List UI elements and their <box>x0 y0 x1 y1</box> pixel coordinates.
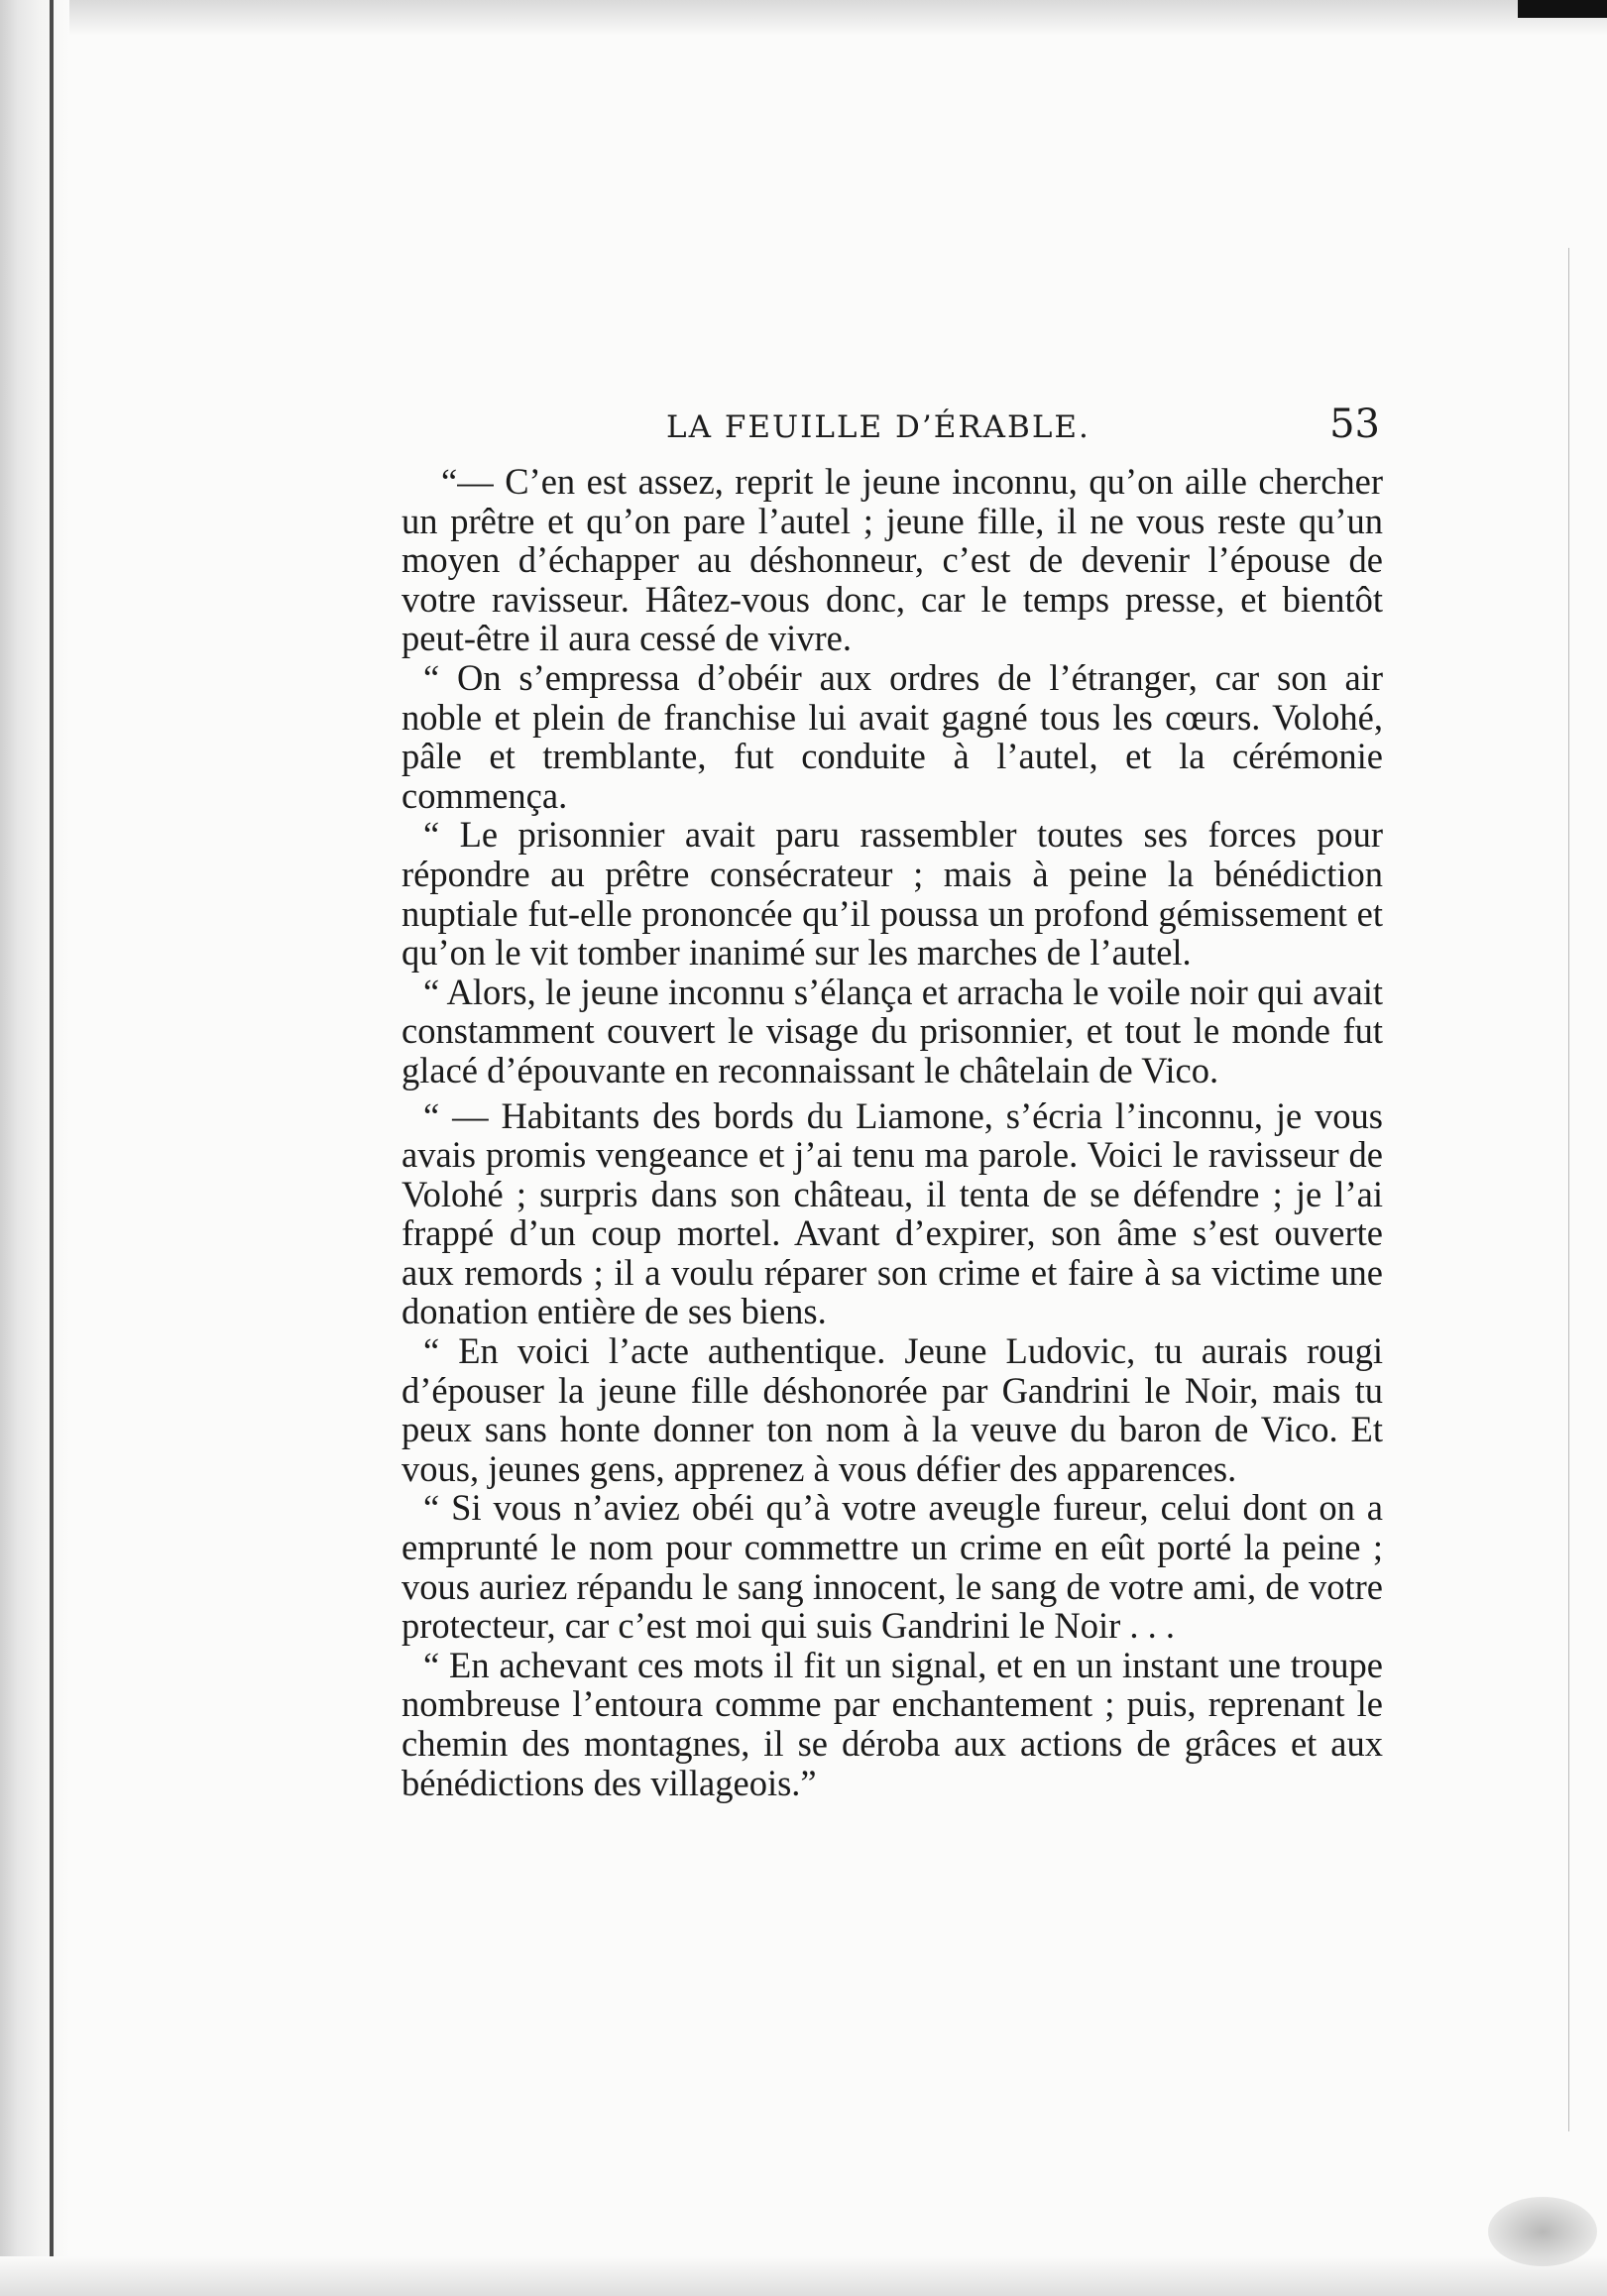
page-top-edge <box>0 0 1607 36</box>
paragraph-4: “ Alors, le jeune inconnu s’élança et arracha le voile noir qui avait constamment couvert le visage du prisonnier, et tout le monde fut glacé d’épouvante en reconnaissant le châtelain de Vico. <box>402 971 1383 1091</box>
binding-edge-shadow <box>0 0 69 2296</box>
paragraph-3: “ Le prisonnier avait paru rassembler toutes ses forces pour répondre au prêtre consécrateur ; mais à peine la bénédiction nuptiale fut-elle prononcée qu’il poussa un profond gémissement et qu’on le vit tomber inanimé sur les marches de l’autel. <box>402 814 1383 974</box>
right-margin-line <box>1568 248 1569 2131</box>
paragraph-2: “ On s’empressa d’obéir aux ordres de l’étranger, car son air noble et plein de franchise lui avait gagné tous les cœurs. Volohé, pâle et tremblante, fut conduite à l’autel, et la cérémonie commença. <box>402 656 1383 816</box>
paragraph-5: “ — Habitants des bords du Liamone, s’écria l’inconnu, je vous avais promis vengeance et j’ai tenu ma parole. Voici le ravisseur de Volohé ; surpris dans son château, il tenta de se défendre ; je l’ai frappé d’un coup mortel. Avant d’expirer, son âme s’est ouverte aux remords ; il a voulu réparer son crime et faire à sa victime une donation entière de ses biens. <box>402 1094 1383 1332</box>
paragraph-8: “ En achevant ces mots il fit un signal, et en un instant une troupe nombreuse l’entoura comme par enchantement ; puis, reprenant le chemin des montagnes, il se déroba aux actions de grâces et aux bénédictions des villageois.” <box>402 1644 1383 1803</box>
scan-corner-mark <box>1518 0 1607 18</box>
page-bottom-edge <box>0 2256 1607 2296</box>
running-title: LA FEUILLE D’ÉRABLE. <box>666 409 1090 445</box>
ink-smudge <box>1488 2197 1597 2266</box>
paragraph-6: “ En voici l’acte authentique. Jeune Ludovic, tu aurais rougi d’épouser la jeune fille déshonorée par Gandrini le Noir, mais tu peux sans honte donner ton nom à la veuve du baron de Vico. Et vous, jeunes gens, apprenez à vous défier des apparences. <box>402 1330 1383 1489</box>
binding-line <box>50 0 54 2296</box>
running-head <box>666 402 1380 451</box>
paragraph-7: “ Si vous n’aviez obéi qu’à votre aveugle fureur, celui dont on a emprunté le nom pour commettre un crime en eût porté la peine ; vous auriez répandu le sang innocent, le sang de votre ami, de votre protecteur, car c’est moi qui suis Gandrini le Noir . . . <box>402 1487 1383 1647</box>
page-number: 53 <box>1329 402 1380 447</box>
paragraph-1: “— C’en est assez, reprit le jeune inconnu, qu’on aille chercher un prêtre et qu’on pare l’autel ; jeune fille, il ne vous reste qu’un moyen d’échapper au déshonneur, c’est de devenir l’épouse de votre ravisseur. Hâtez-vous donc, car le temps presse, et bientôt peut-être il aura cessé de vivre. <box>402 461 1383 659</box>
body-text <box>402 462 1383 1802</box>
